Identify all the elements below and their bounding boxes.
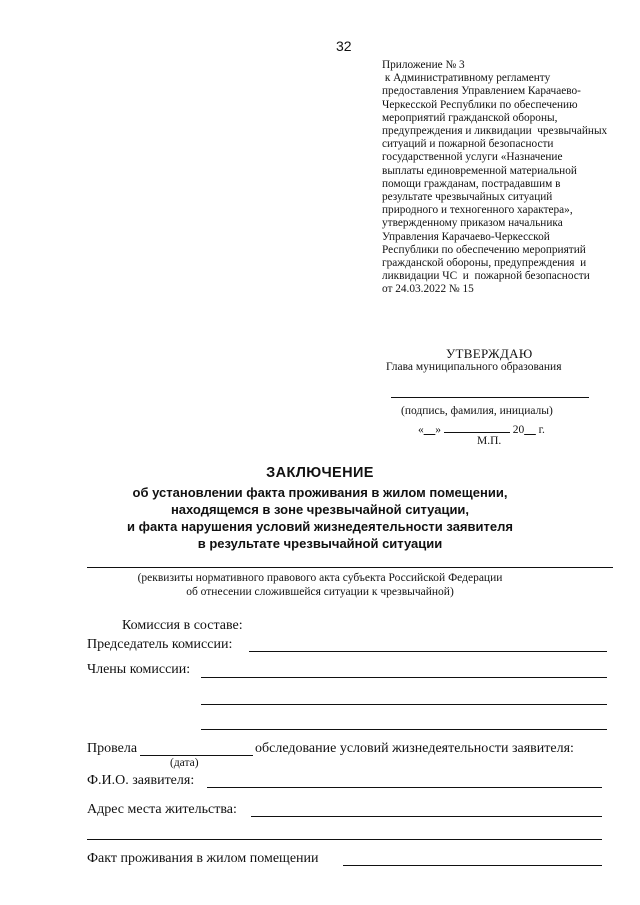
member-field-2[interactable]: [201, 704, 607, 705]
approval-subtitle: Глава муниципального образования: [386, 361, 562, 373]
heading-line: и факта нарушения условий жизнедеятельности заявителя: [127, 519, 513, 534]
appendix-line: мероприятий гражданской обороны,: [382, 111, 558, 124]
date-year-suffix: г.: [538, 424, 545, 436]
appendix-line: помощи гражданам, пострадавшим в: [382, 177, 561, 190]
approval-title: УТВЕРЖДАЮ: [446, 346, 533, 361]
appendix-line: предупреждения и ликвидации чрезвычайных: [382, 125, 608, 138]
conducted-rest: обследование условий жизнедеятельности заявителя:: [255, 741, 574, 756]
appendix-line: Приложение № 3: [382, 59, 465, 71]
date-year-blank: __: [524, 424, 536, 436]
appendix-line: ситуаций и пожарной безопасности: [382, 138, 554, 151]
requisites-caption-line: об отнесении сложившейся ситуации к чрезвычайной): [186, 586, 454, 598]
heading-line: находящемся в зоне чрезвычайной ситуации,: [170, 502, 470, 517]
date-caption: (дата): [170, 757, 199, 769]
appendix-line: результате чрезвычайных ситуаций: [382, 191, 553, 204]
date-month-blank: [444, 421, 510, 433]
date-close-quote: »: [435, 424, 441, 436]
heading-line: об установлении факта проживания в жилом помещении,: [132, 485, 508, 500]
requisites-caption-line: (реквизиты нормативного правового акта субъекта Российской Федерации: [137, 572, 503, 584]
stamp-label: М.П.: [477, 435, 502, 447]
appendix-line: Республики по обеспечению мероприятий: [382, 243, 586, 256]
requisites-line: [87, 567, 613, 568]
address-label: Адрес места жительства:: [87, 802, 237, 817]
appendix-line: утвержденному приказом начальника: [382, 217, 563, 230]
appendix-line: к Административному регламенту: [382, 72, 551, 85]
residence-field[interactable]: [343, 865, 602, 866]
member-field-3[interactable]: [201, 729, 607, 730]
date-open-quote: «: [418, 424, 424, 436]
member-field-1[interactable]: [201, 677, 607, 678]
appendix-line: Черкесской Республики по обеспечению: [382, 98, 578, 111]
appendix-line: государственной услуги «Назначение: [382, 151, 563, 164]
appendix-line: от 24.03.2022 № 15: [382, 283, 474, 296]
appendix-line: Управления Карачаево-Черкесской: [382, 230, 550, 243]
residence-label: Факт проживания в жилом помещении: [87, 851, 319, 866]
chairman-label: Председатель комиссии:: [87, 637, 233, 652]
commission-label: Комиссия в составе:: [122, 618, 243, 633]
conducted-label: Провела: [87, 741, 138, 756]
appendix-block: [382, 59, 632, 297]
signature-line: [391, 397, 589, 398]
document-title: ЗАКЛЮЧЕНИЕ: [266, 465, 374, 481]
signature-caption: (подпись, фамилия, инициалы): [401, 405, 553, 417]
address-field-continued[interactable]: [87, 839, 602, 840]
chairman-field[interactable]: [249, 651, 607, 652]
appendix-line: выплаты единовременной материальной: [382, 164, 577, 177]
date-year-prefix: 20: [512, 424, 525, 436]
address-field[interactable]: [251, 816, 602, 817]
conducted-date-field[interactable]: [140, 755, 253, 756]
date-day-blank: __: [423, 424, 436, 436]
appendix-line: предоставления Управлением Карачаево-: [382, 85, 581, 98]
members-label: Члены комиссии:: [87, 662, 191, 677]
applicant-field[interactable]: [207, 787, 602, 788]
appendix-line: природного и техногенного характера»,: [382, 204, 573, 217]
approval-date-row: [418, 421, 545, 436]
applicant-label: Ф.И.О. заявителя:: [87, 773, 195, 788]
heading-line: в результате чрезвычайной ситуации: [197, 536, 443, 551]
page-number: 32: [336, 38, 352, 54]
appendix-line: гражданской обороны, предупреждения и: [382, 257, 587, 270]
appendix-line: ликвидации ЧС и пожарной безопасности: [382, 270, 590, 283]
